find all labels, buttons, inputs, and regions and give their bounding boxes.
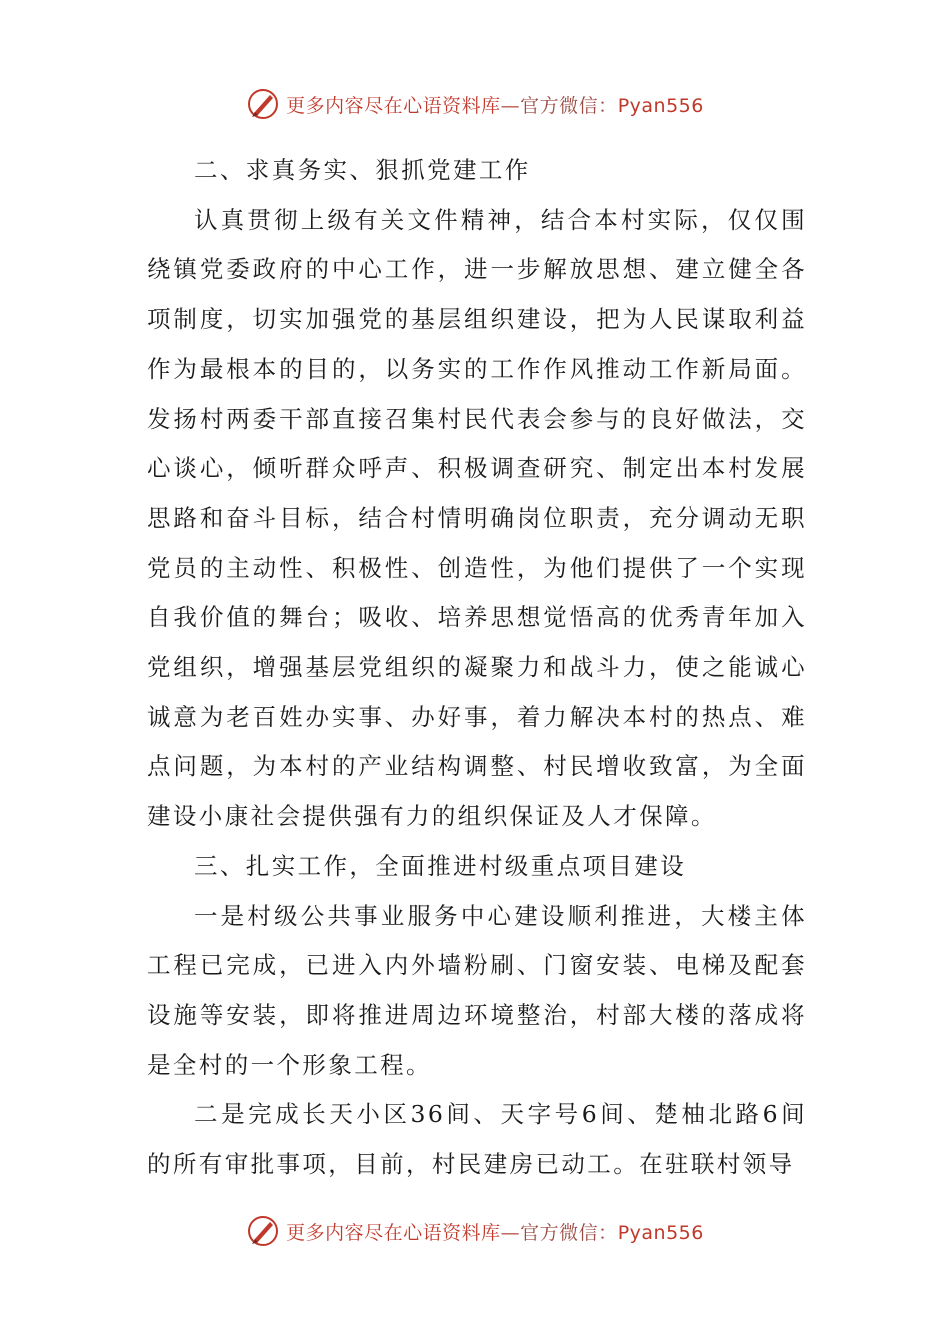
watermark-separator: — bbox=[500, 94, 521, 117]
pen-logo-icon bbox=[246, 87, 280, 121]
watermark-site: 更多内容尽在心语资料库 bbox=[286, 94, 501, 117]
watermark-site: 更多内容尽在心语资料库 bbox=[286, 1221, 501, 1244]
watermark-wechat-id: Pyan556 bbox=[617, 94, 704, 117]
watermark-wechat-label: 官方微信： bbox=[520, 94, 618, 117]
watermark-separator: — bbox=[500, 1221, 521, 1244]
document-body bbox=[147, 146, 807, 1190]
watermark-banner-top bbox=[0, 84, 950, 124]
watermark-text bbox=[286, 91, 704, 118]
section3-heading: 三、扎实工作，全面推进村级重点项目建设 bbox=[194, 851, 687, 880]
pen-logo-icon bbox=[246, 1214, 280, 1248]
section2-heading: 二、求真务实、狠抓党建工作 bbox=[194, 156, 531, 184]
watermark-wechat-id: Pyan556 bbox=[617, 1221, 704, 1244]
section3-paragraph-1: 一是村级公共事业服务中心建设顺利推进，大楼主体工程已完成，已进入内外墙粉刷、门窗安装、电梯及配套设施等安装，即将推进周边环境整治，村部大楼的落成将是全村的一个形象工程。 bbox=[147, 901, 807, 1079]
watermark-banner-bottom bbox=[0, 1211, 950, 1251]
watermark-wechat-label: 官方微信： bbox=[520, 1221, 618, 1244]
section3-paragraph-2: 二是完成长天小区36间、天字号6间、楚柚北路6间的所有审批事项，目前，村民建房已动工。在驻联村领导 bbox=[147, 1100, 807, 1179]
watermark-text bbox=[286, 1218, 704, 1245]
section2-paragraph: 认真贯彻上级有关文件精神，结合本村实际，仅仅围绕镇党委政府的中心工作，进一步解放思想、建立健全各项制度，切实加强党的基层组织建设，把为人民谋取利益作为最根本的目的，以务实的工作作风推动工作新局面。发扬村两委干部直接召集村民代表会参与的良好做法，交心谈心，倾听群众呼声、积极调查研究、制定出本村发展思路和奋斗目标，结合村情明确岗位职责，充分调动无职党员的主动性、积极性、创造性，为他们提供了一个实现自我价值的舞台；吸收、培养思想觉悟高的优秀青年加入党组织，增强基层党组织的凝聚力和战斗力，使之能诚心诚意为老百姓办实事、办好事，着力解决本村的热点、难点问题，为本村的产业结构调整、村民增收致富，为全面建设小康社会提供强有力的组织保证及人才保障。 bbox=[147, 205, 807, 831]
